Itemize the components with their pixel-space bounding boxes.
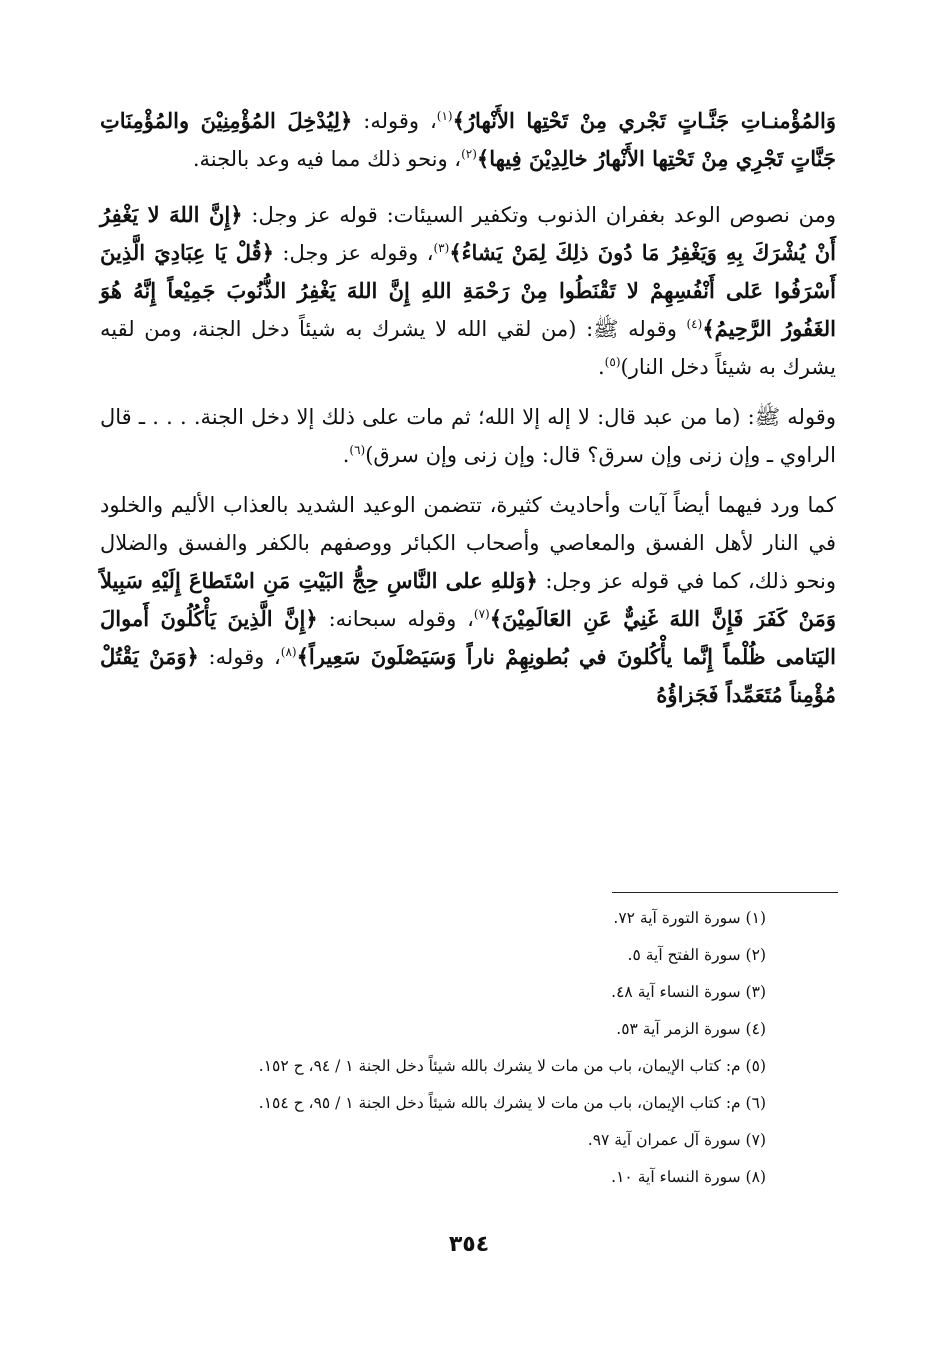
footnotes-list [100,900,766,1196]
text-run: وقوله ﷺ: (ما من عبد قال: لا إله إلا الله؛ ثم مات على ذلك إلا دخل الجنة. . . . ـ قال الراوي ـ وإن زنى وإن سرق؟ قال: وإن زنى وإن سرق) [100,405,836,467]
quran-verse: ﴿لِيُدْخِلَ المُؤْمِنِيْنَ والمُؤْمِنَاتِ جَنَّاتٍ تَجْرِي مِنْ تَحْتِها الأَنْهارُ خالِدِيْنَ فِيها﴾ [100,108,836,171]
footnote-marker: (٢) [461,147,477,161]
footnote-5: (٥) م: كتاب الإيمان، باب من مات لا يشرك بالله شيئاً دخل الجنة ١ / ٩٤، ح ١٥٢. [258,1057,766,1075]
text-run: ، وقوله عز وجل: [273,241,434,265]
page-number: ٣٥٤ [448,1232,490,1257]
text-run: كما ورد فيهما أيضاً آيات وأحاديث كثيرة، تتضمن الوعيد الشديد بالعذاب الأليم والخلود في النار لأهل الفسق والمعاصي وأصحاب الكبائر ووصفهم بالكفر والفسق والضلال ونحو ذلك، كما في قوله عز وجل: [100,493,836,593]
footnote-marker: (٥) [604,355,621,369]
text-run: ، وقوله: [352,109,437,133]
text-run: . [597,355,605,379]
text-run: ومن نصوص الوعد بغفران الذنوب وتكفير السيئات: قوله عز وجل: [242,203,836,227]
main-text [100,102,836,726]
footnote-marker: (١) [436,109,453,123]
footnote-divider [612,892,838,893]
footnote-1: (١) سورة التورة آية ٧٢. [613,909,766,927]
text-run: ، ونحو ذلك مما فيه وعد بالجنة. [192,147,462,171]
footnote-2: (٢) سورة الفتح آية ٥. [627,946,766,964]
text-run: ، وقوله سبحانه: [317,607,474,631]
footnote-marker: (٤) [686,317,703,331]
footnote-7: (٧) سورة آل عمران آية ٩٧. [587,1131,766,1149]
quran-verse: ﴿قُلْ يَا عِبَادِيَ الَّذِينَ أَسْرَفُوا عَلى أَنْفُسِهِمْ لا تَقْنَطُوا مِنْ رَحْمَةِ اللهِ إِنَّ اللهَ يَغْفِرُ الذُّنُوبَ جَمِيْعاً إِنَّهُ هُوَ الغَفُورُ الرَّحِيمُ﴾ [100,240,836,341]
footnote-6: (٦) م: كتاب الإيمان، باب من مات لا يشرك بالله شيئاً دخل الجنة ١ / ٩٥، ح ١٥٤. [258,1094,766,1112]
paragraph [100,398,836,474]
quran-verse: ﴿إِنَّ الَّذِينَ يَأْكُلُونَ أَموالَ اليَتامى ظُلْماً إِنَّما يأْكُلونَ في بُطونِهِمْ ناراً وَسَيَصْلَونَ سَعِيراً﴾ [100,606,836,669]
footnote-8: (٨) سورة النساء آية ١٠. [611,1168,766,1186]
footnote-marker: (٣) [433,241,450,255]
text-run: . [342,443,350,467]
text-run: ، وقوله: [198,645,281,669]
footnote-3: (٣) سورة النساء آية ٤٨. [611,983,766,1001]
quran-verse: ﴿إِنَّ اللهَ لا يَغْفِرُ أَنْ يُشْرَكَ بِهِ وَيَغْفِرُ مَا دُونَ ذلِكَ لِمَنْ يَشاءُ﴾ [100,202,836,265]
paragraph [100,102,836,178]
footnote-marker: (٦) [349,443,366,457]
quran-verse: ﴿وَللهِ على النَّاسِ حِجُّ البَيْتِ مَنِ اسْتَطاعَ إِلَيْهِ سَبِيلاً وَمَنْ كَفَرَ فَإِنَّ اللهَ غَنِيٌّ عَنِ العَالَمِيْنَ﴾ [100,568,836,631]
paragraph [100,196,836,386]
quran-verse: وَالمُؤْمنـاتِ جَنَّـاتٍ تَجْري مِنْ تَحْتِها الأَنْهارُ﴾ [452,108,837,133]
text-run: وقوله ﷺ: (من لقي الله لا يشرك به شيئاً دخل الجنة، ومن لقيه يشرك به شيئاً دخل النار) [100,317,836,379]
paragraph [100,486,836,714]
footnote-marker: (٨) [280,645,297,659]
footnote-4: (٤) سورة الزمر آية ٥٣. [616,1020,766,1038]
quran-verse: ﴿وَمَنْ يَقْتُلْ مُؤْمِناً مُتَعَمِّداً فَجَزاؤُهُ [100,644,836,707]
footnote-marker: (٧) [473,607,490,621]
